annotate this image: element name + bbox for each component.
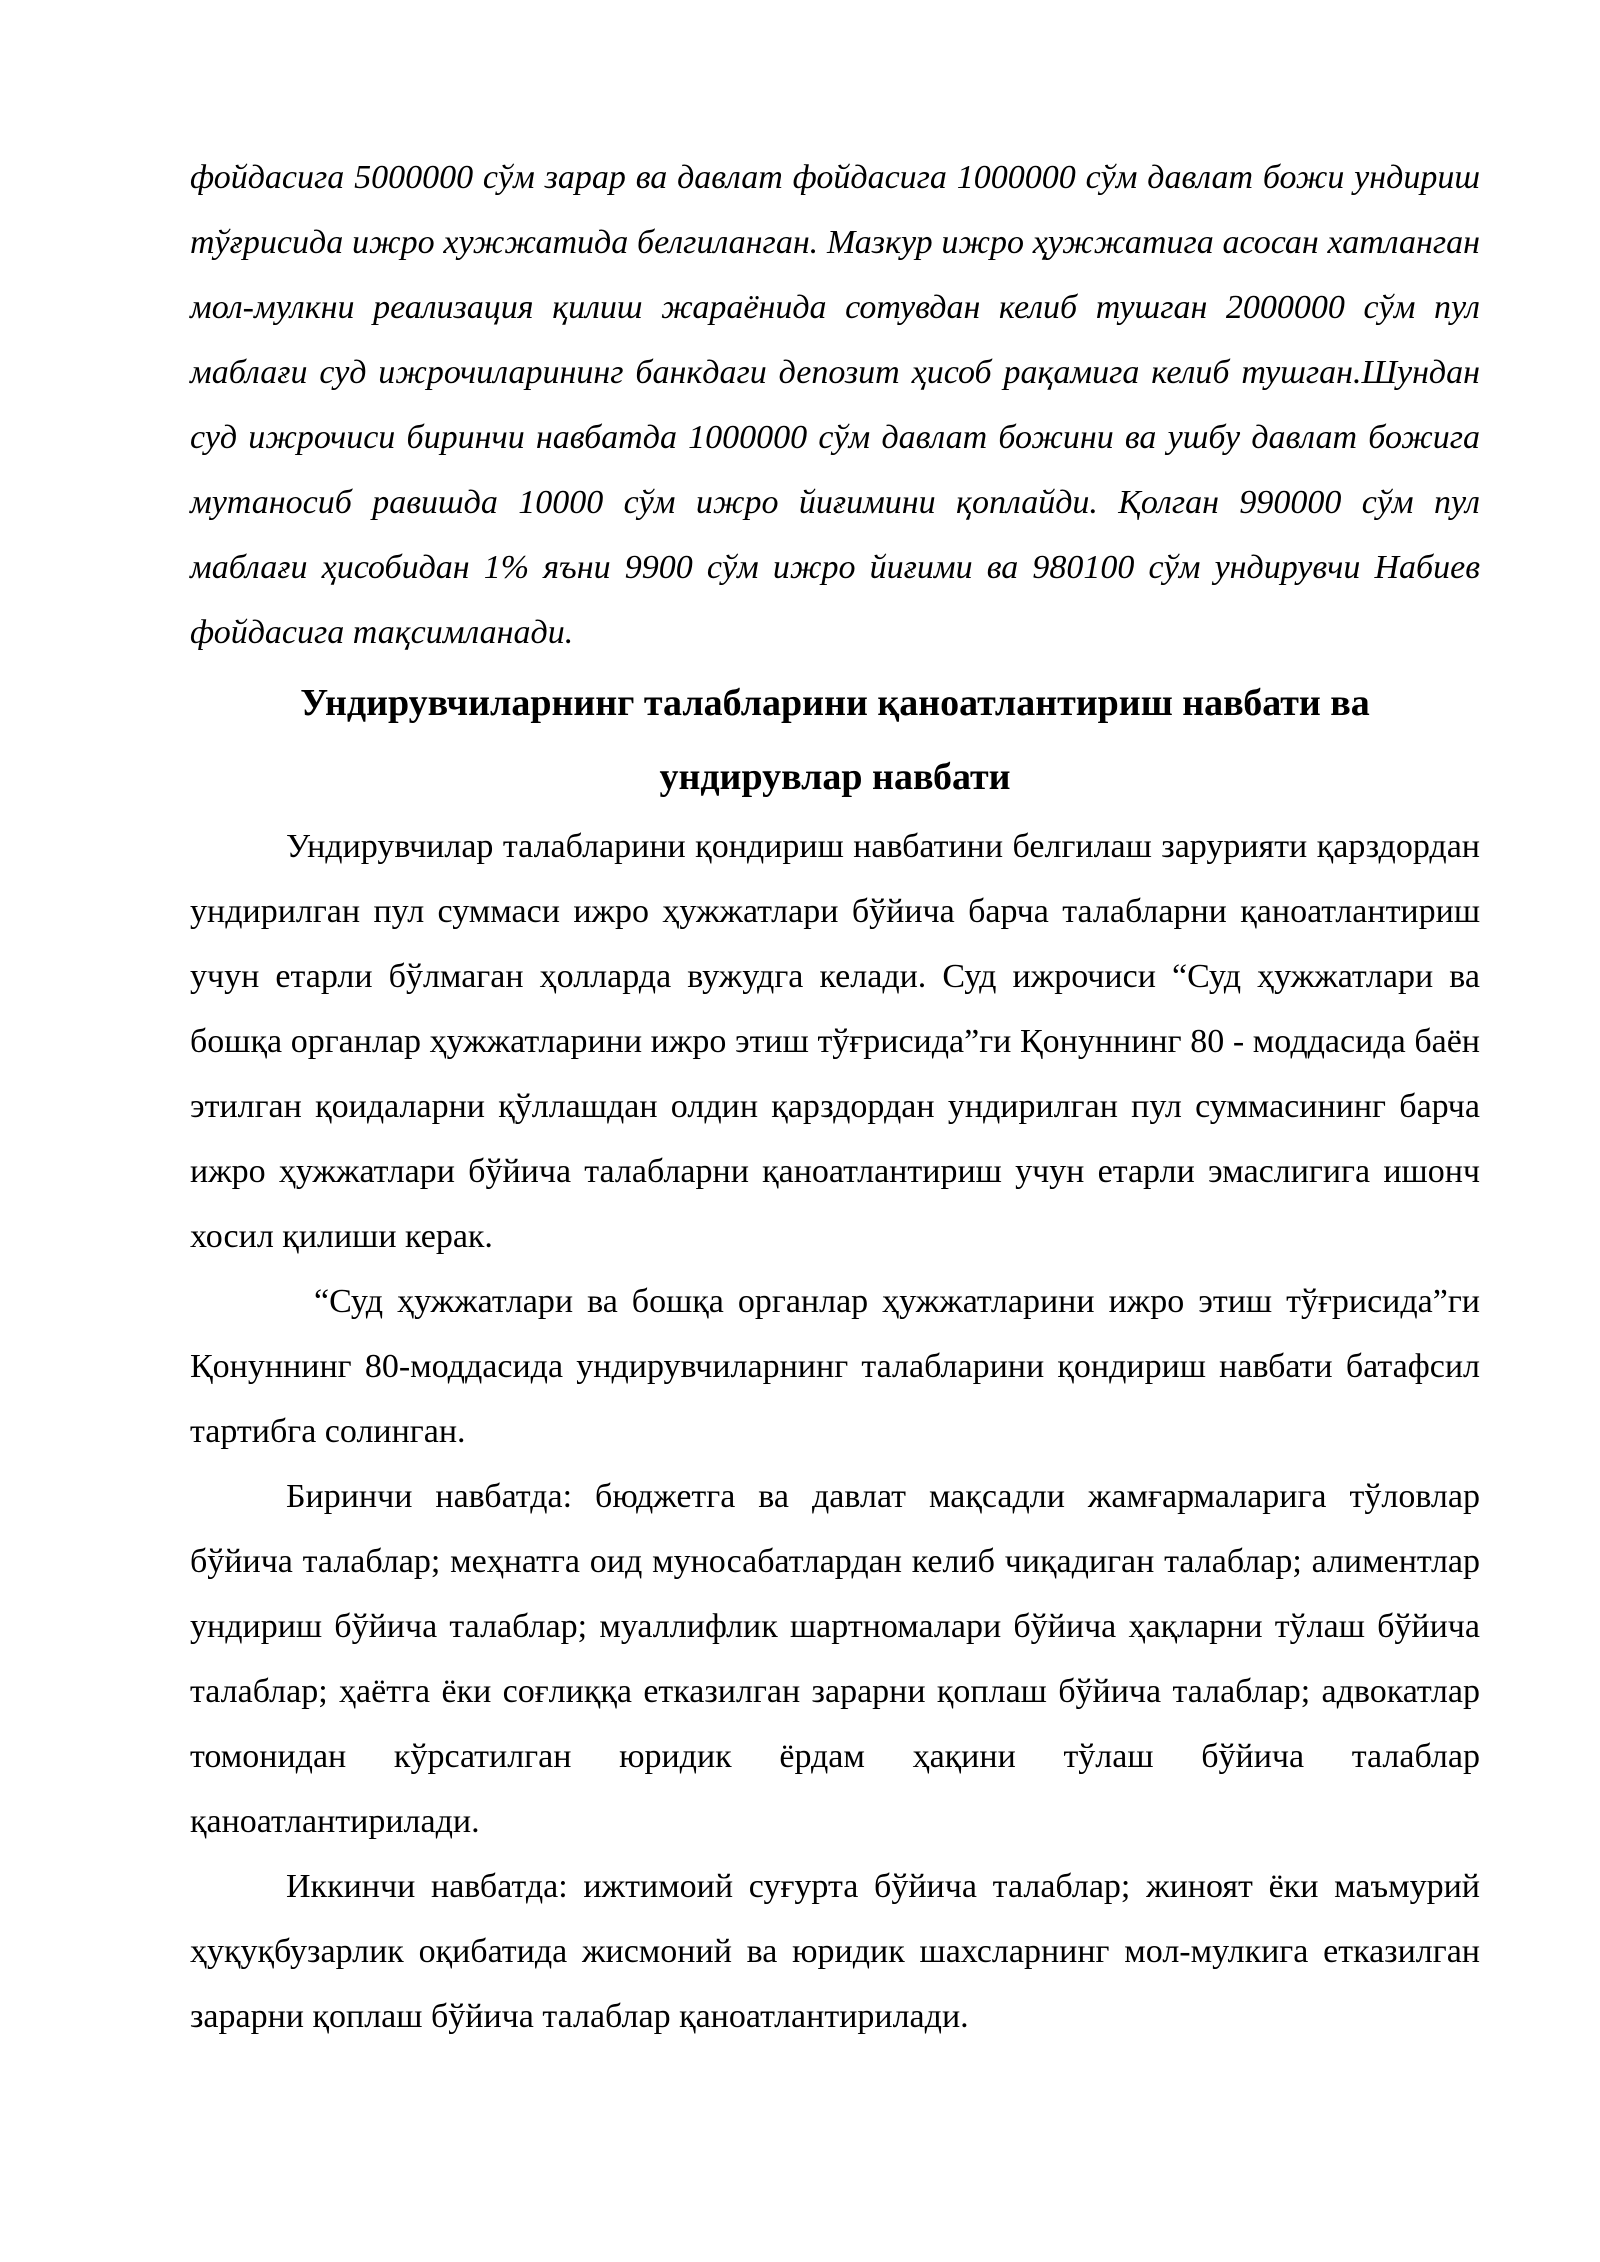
body-paragraph-2: “Суд ҳужжатлари ва бошқа органлар ҳужжатларини ижро этиш тўғрисида”ги Қонуннинг 80-моддасида ундирувчиларнинг талабларини қондириш навбати батафсил тартибга солинган. (190, 1283, 1480, 1450)
section-heading (190, 666, 1480, 814)
body-paragraph-4: Иккинчи навбатда: ижтимоий суғурта бўйича талаблар; жиноят ёки маъмурий ҳуқуқбузарлик оқибатида жисмоний ва юридик шахсларнинг мол-мулкига етказилган зарарни қоплаш бўйича талаблар қаноатлантирилади. (190, 1868, 1480, 2035)
intro-paragraph: фойдасига 5000000 сўм зарар ва давлат фойдасига 1000000 сўм давлат божи ундириш тўғрисида ижро хужжатида белгиланган. Мазкур ижро ҳужжатига асосан хатланган мол-мулкни реализация қилиш жараёнида сотувдан келиб тушган 2000000 сўм пул маблағи суд ижрочиларининг банкдаги депозит ҳисоб рақамига келиб тушган.Шундан суд ижрочиси биринчи навбатда 1000000 сўм давлат божини ва ушбу давлат божига мутаносиб равишда 10000 сўм ижро йиғимини қоплайди. Қолган 990000 сўм пул маблағи ҳисобидан 1% яъни 9900 сўм ижро йиғими ва 980100 сўм ундирувчи Набиев фойдасига тақсимланади. (190, 159, 1480, 651)
document-page (190, 145, 1480, 2049)
section-heading-line-2: ундирувлар навбати (659, 756, 1011, 798)
body-paragraph-1: Ундирувчилар талабларини қондириш навбатини белгилаш зарурияти қарздордан ундирилган пул суммаси ижро ҳужжатлари бўйича барча талабларни қаноатлантириш учун етарли бўлмаган ҳолларда вужудга келади. Суд ижрочиси “Суд ҳужжатлари ва бошқа органлар ҳужжатларини ижро этиш тўғрисида”ги Қонуннинг 80 - моддасида баён этилган қоидаларни қўллашдан олдин қарздордан ундирилган пул суммасининг барча ижро ҳужжатлари бўйича талабларни қаноатлантириш учун етарли эмаслигига ишонч хосил қилиши керак. (190, 828, 1480, 1255)
section-heading-line-1: Ундирувчиларнинг талабларини қаноатлантириш навбати ва (300, 682, 1370, 724)
body-paragraph-3: Биринчи навбатда: бюджетга ва давлат мақсадли жамғармаларига тўловлар бўйича талаблар; меҳнатга оид муносабатлардан келиб чиқадиган талаблар; алиментлар ундириш бўйича талаблар; муаллифлик шартномалари бўйича ҳақларни тўлаш бўйича талаблар; ҳаётга ёки соғлиққа етказилган зарарни қоплаш бўйича талаблар; адвокатлар томонидан кўрсатилган юридик ёрдам ҳақини тўлаш бўйича талаблар қаноатлантирилади. (190, 1478, 1480, 1840)
